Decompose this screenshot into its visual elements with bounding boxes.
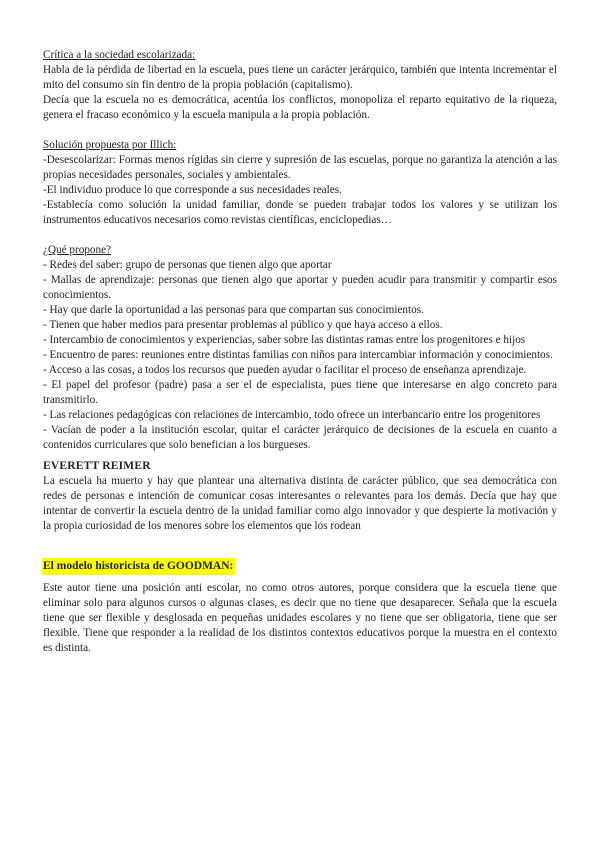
goodman-heading: El modelo historicista de GOODMAN: [42, 558, 235, 575]
propone-item: - Mallas de aprendizaje: personas que tienen algo que aportar y pueden acudir para transmitir y compartir esos conocimientos. [43, 274, 557, 301]
propone-item: - El papel del profesor (padre) pasa a ser el de especialista, pues tiene que interesarse en algo concreto para transmitirlo. [43, 379, 557, 406]
propone-item: - Tienen que haber medios para presentar problemas al público y que haya acceso a ellos. [43, 319, 443, 331]
propone-item: - Hay que darle la oportunidad a las personas para que compartan sus conocimientos. [43, 304, 424, 316]
propone-item: - Intercambio de conocimientos y experiencias, saber sobre las distintas ramas entre los progenitores e hijos [43, 334, 526, 346]
solucion-item: -Establecía como solución la unidad familiar, donde se pueden trabajar todos los valores y se utilizan los instrumentos educativos necesarios como revistas científicas, enciclopedias… [43, 199, 557, 226]
goodman-paragraph: Este autor tiene una posición anti escolar, no como otros autores, porque considera que la escuela tiene que eliminar solo para algunos cursos o algunas clases, es decir que no tiene que desaparecer. Señala que la escuela tiene que ser flexible y desglosada en pequeñas unidades escolares y no tiene que ser obligatoria, tiene que ser flexible. Tiene que responder a la realidad de los distintos contextos educativos porque la muestra en el contexto es distinta. [43, 582, 557, 654]
solucion-heading: Solución propuesta por Illich: [43, 139, 177, 151]
solucion-item: -Desescolarizar: Formas menos rígidas sin cierre y supresión de las escuelas, porque no garantiza la atención a las propias necesidades personales, sociales y ambientales. [43, 154, 557, 181]
critica-paragraph-2: Decía que la escuela no es democrática, acentúa los conflictos, monopoliza el reparto equitativo de la riqueza, genera el fracaso económico y la escuela manipula a la propia población. [43, 94, 557, 121]
reimer-heading: EVERETT REIMER [43, 460, 151, 472]
document-page [43, 48, 557, 656]
propone-item: - Las relaciones pedagógicas con relaciones de intercambio, todo ofrece un interbancario entre los progenitores [43, 409, 541, 421]
propone-heading: ¿Qué propone? [43, 244, 112, 256]
propone-item: - Redes del saber: grupo de personas que tienen algo que aportar [43, 259, 332, 271]
critica-heading: Crítica a la sociedad escolarizada: [43, 49, 196, 61]
propone-item: - Vacían de poder a la institución escolar, quitar el carácter jerárquico de decisiones de la escuela en cuanto a contenidos curriculares que solo benefician a los burgueses. [43, 424, 557, 451]
critica-paragraph-1: Habla de la pérdida de libertad en la escuela, pues tiene un carácter jerárquico, también que intenta incrementar el mito del consumo sin fin dentro de la propia población (capitalismo). [43, 64, 557, 91]
solucion-item: -El individuo produce lo que corresponde a sus necesidades reales. [43, 184, 342, 196]
propone-item: - Acceso a las cosas, a todos los recursos que pueden ayudar o facilitar el proceso de enseñanza aprendizaje. [43, 364, 527, 376]
reimer-paragraph: La escuela ha muerto y hay que plantear una alternativa distinta de carácter público, que sea democrática con redes de personas e intención de comunicar cosas interesantes o relevantes para los demás. Decía que hay que intentar de convertir la escuela dentro de la unidad familiar como algo innovador y que despierte la motivación y la propia curiosidad de los menores sobre los elementos que los rodean [43, 475, 557, 532]
propone-item: - Encuentro de pares: reuniones entre distintas familias con niños para intercambiar información y conocimientos. [43, 349, 553, 361]
